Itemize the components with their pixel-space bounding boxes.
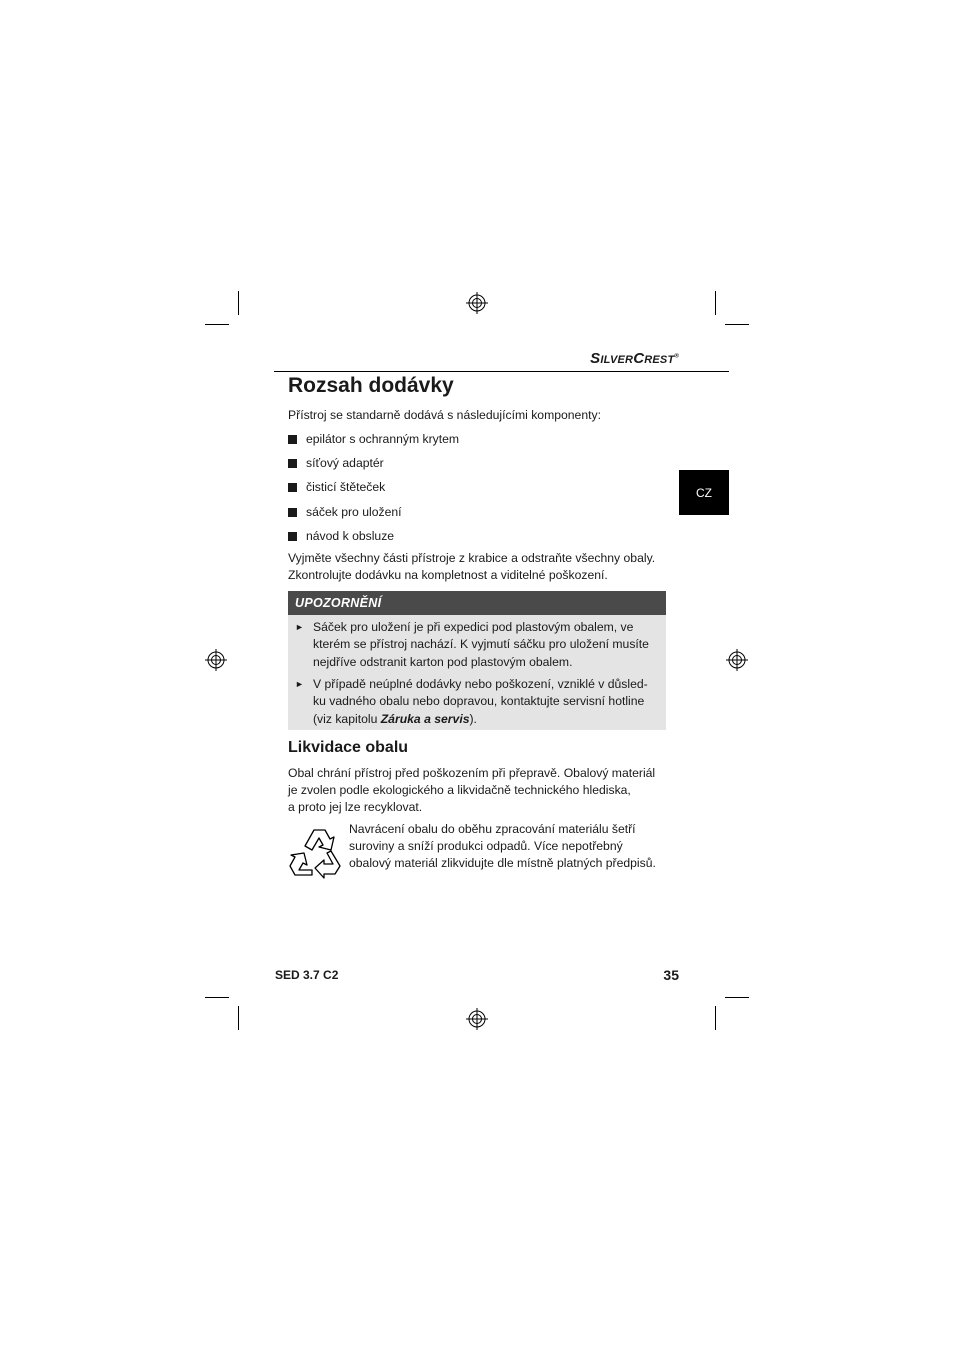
registration-target-icon xyxy=(726,649,748,671)
section-title: Likvidace obalu xyxy=(288,739,409,756)
recycle-text: Navrácení obalu do oběhu zpracování materiálu šetří suroviny a sníží produkci odpadů. Více nepotřebný obalový materiál zlikvidujte dle místně platných předpisů. xyxy=(349,822,656,870)
recycle-icon xyxy=(287,826,345,880)
page-number: 35 xyxy=(663,967,679,983)
crop-mark xyxy=(715,291,716,315)
square-bullet-icon xyxy=(288,508,297,517)
crop-mark xyxy=(205,324,229,325)
intro-text: Přístroj se standarně dodává s následujícími komponenty: xyxy=(288,408,601,422)
brand-logo: SILVERCREST® xyxy=(590,350,679,367)
registration-target-icon xyxy=(466,1008,488,1030)
chapter-reference: Záruka a servis xyxy=(380,711,470,726)
note-header: UPOZORNĚNÍ xyxy=(288,591,666,615)
list-item: návod k obsluze xyxy=(288,529,394,543)
list-item: čisticí štěteček xyxy=(288,480,385,494)
square-bullet-icon xyxy=(288,459,297,468)
square-bullet-icon xyxy=(288,435,297,444)
unpack-instructions: Vyjměte všechny části přístroje z krabice a odstraňte všechny obaly. Zkontrolujte dodávku na kompletnost a viditelné poškození. xyxy=(288,551,656,582)
square-bullet-icon xyxy=(288,532,297,541)
crop-mark xyxy=(238,1006,239,1030)
registration-target-icon xyxy=(466,292,488,314)
note-box: ► Sáček pro uložení je při expedici pod plastovým obalem, ve kterém se přístroj nachází. K vyjmutí sáčku pro uložení musíte nejdříve odstranit karton pod plastovým obalem. ► V případě neúplné dodávky nebo poškození, vzniklé v důsled- ku vadného obalu nebo dopravou, kontaktujte servisní hotline (viz kapitolu Záruka a servis). xyxy=(288,615,666,730)
crop-mark xyxy=(725,997,749,998)
triangle-arrow-icon: ► xyxy=(295,679,304,689)
crop-mark xyxy=(725,324,749,325)
crop-mark xyxy=(205,997,229,998)
list-item: síťový adaptér xyxy=(288,456,384,470)
square-bullet-icon xyxy=(288,483,297,492)
packaging-text: Obal chrání přístroj před poškozením při přepravě. Obalový materiál je zvolen podle ekologického a likvidačně technického hlediska, a proto jej lze recyklovat. xyxy=(288,766,656,814)
crop-mark xyxy=(715,1006,716,1030)
list-item: epilátor s ochranným krytem xyxy=(288,432,459,446)
triangle-arrow-icon: ► xyxy=(295,622,304,632)
list-item: sáček pro uložení xyxy=(288,505,402,519)
page-title: Rozsah dodávky xyxy=(288,374,454,397)
language-tab: CZ xyxy=(679,470,729,515)
registration-target-icon xyxy=(205,649,227,671)
header-rule xyxy=(274,371,729,372)
crop-mark xyxy=(238,291,239,315)
model-number: SED 3.7 C2 xyxy=(275,968,339,982)
